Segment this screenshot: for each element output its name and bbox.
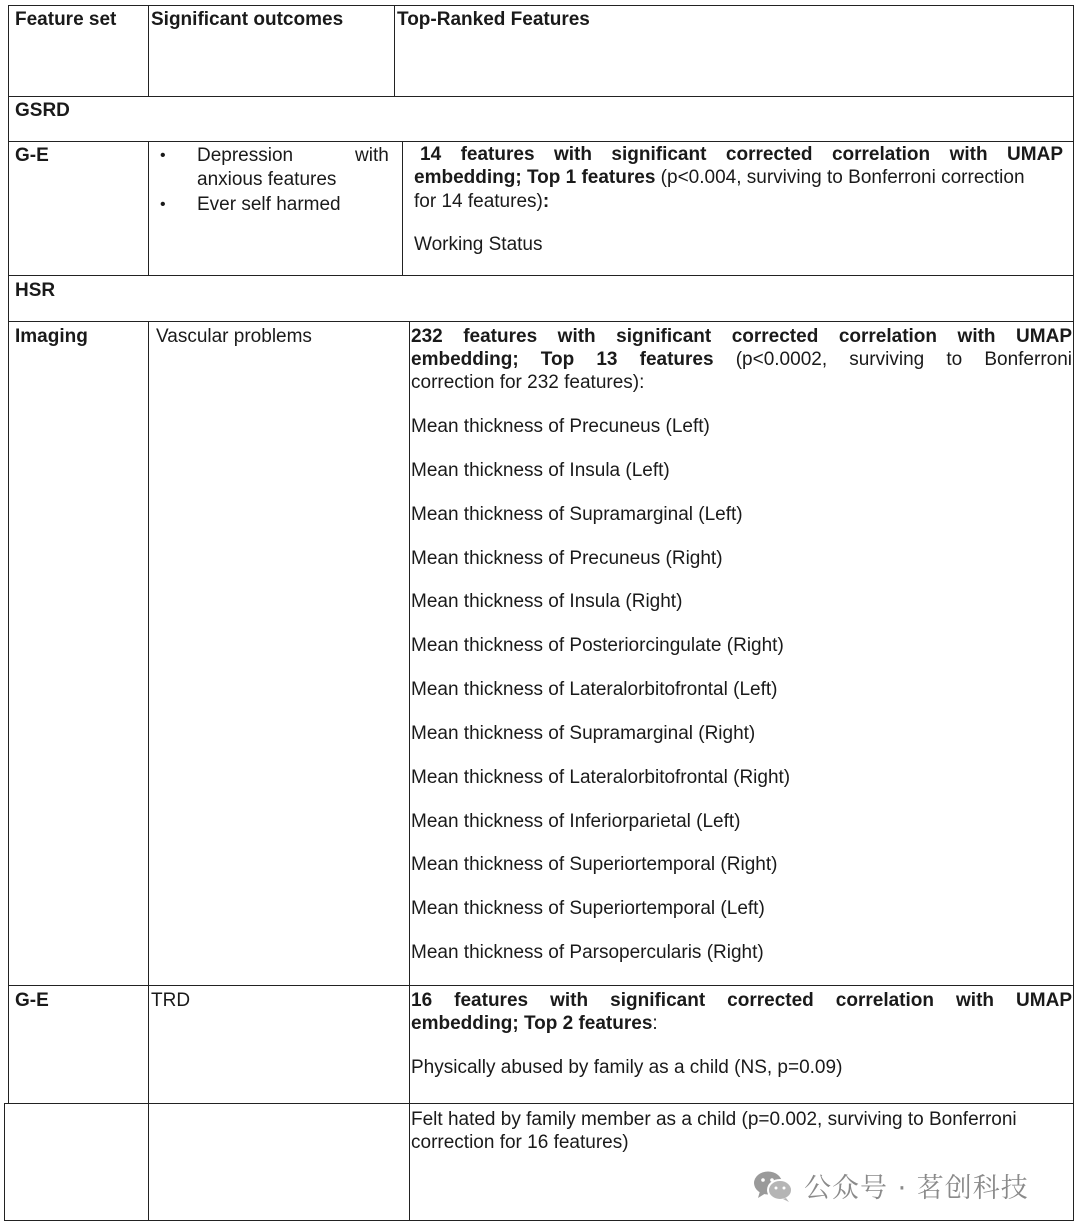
col3-divider-header bbox=[394, 5, 395, 96]
imaging-feature-item: Mean thickness of Posteriorcingulate (Right) bbox=[411, 635, 784, 656]
border-after-ge1 bbox=[8, 275, 1074, 276]
border-after-header bbox=[8, 96, 1074, 97]
ge1-heading-line2: embedding; Top 1 features (p<0.004, surviving to Bonferroni correction bbox=[414, 167, 1025, 188]
border-left bbox=[8, 5, 9, 1103]
imaging-feature-item: Mean thickness of Parsopercularis (Right) bbox=[411, 942, 764, 963]
col3-divider-lower bbox=[409, 321, 410, 1220]
border-after-hsr bbox=[8, 321, 1074, 322]
imaging-feature-set: Imaging bbox=[15, 326, 88, 347]
section-hsr: HSR bbox=[15, 280, 56, 301]
bullet-icon: • bbox=[160, 196, 166, 213]
ge2-outcome: TRD bbox=[151, 990, 191, 1011]
header-top-ranked-features: Top-Ranked Features bbox=[397, 9, 590, 30]
bullet-icon: • bbox=[160, 147, 166, 164]
ge1-outcome-anxious: anxious features bbox=[197, 169, 337, 190]
imaging-feature-item: Mean thickness of Supramarginal (Right) bbox=[411, 723, 756, 744]
ge1-feature-set: G-E bbox=[15, 145, 49, 166]
border-after-imaging bbox=[8, 985, 1074, 986]
imaging-feature-item: Mean thickness of Lateralorbitofrontal (Left) bbox=[411, 679, 778, 700]
border-left-2 bbox=[4, 1103, 5, 1220]
ge1-heading-line1: 14 features with significant corrected correlation with UMAP bbox=[420, 144, 1063, 165]
imaging-feature-item: Mean thickness of Precuneus (Left) bbox=[411, 416, 710, 437]
border-top bbox=[8, 5, 1074, 6]
wechat-icon bbox=[752, 1169, 794, 1203]
imaging-feature-item: Mean thickness of Insula (Right) bbox=[411, 591, 683, 612]
ge1-heading-line3: for 14 features): bbox=[414, 191, 550, 212]
border-page-break bbox=[4, 1103, 1074, 1104]
col2-divider-ge1 bbox=[148, 141, 149, 275]
ge2-feature-felt-hated-line1: Felt hated by family member as a child (p=0.002, surviving to Bonferroni bbox=[411, 1109, 1017, 1130]
imaging-feature-item: Mean thickness of Inferiorparietal (Left) bbox=[411, 811, 741, 832]
imaging-feature-item: Mean thickness of Supramarginal (Left) bbox=[411, 504, 743, 525]
col2-divider-lower bbox=[148, 321, 149, 1220]
ge2-feature-physically-abused: Physically abused by family as a child (NS, p=0.09) bbox=[411, 1057, 843, 1078]
imaging-heading-line3: correction for 232 features): bbox=[411, 372, 645, 393]
header-significant-outcomes: Significant outcomes bbox=[151, 9, 344, 30]
imaging-feature-item: Mean thickness of Lateralorbitofrontal (Right) bbox=[411, 767, 791, 788]
watermark bbox=[752, 1166, 1029, 1205]
imaging-heading-line1: 232 features with significant corrected correlation with UMAP bbox=[411, 326, 1072, 347]
imaging-feature-item: Mean thickness of Superiortemporal (Left) bbox=[411, 898, 765, 919]
imaging-feature-item: Mean thickness of Insula (Left) bbox=[411, 460, 670, 481]
col2-divider-header bbox=[148, 5, 149, 96]
ge1-outcome-self-harm: Ever self harmed bbox=[197, 194, 341, 215]
border-after-gsrd bbox=[8, 141, 1074, 142]
ge1-outcome-with: with bbox=[355, 145, 389, 166]
watermark-text: 公众号 · 茗创科技 bbox=[804, 1173, 1029, 1204]
imaging-feature-item: Mean thickness of Superiortemporal (Right) bbox=[411, 854, 778, 875]
section-gsrd: GSRD bbox=[15, 100, 70, 121]
ge2-feature-set: G-E bbox=[15, 990, 49, 1011]
imaging-outcome: Vascular problems bbox=[156, 326, 312, 347]
col3-divider-ge1 bbox=[402, 141, 403, 275]
ge1-feature-working-status: Working Status bbox=[414, 234, 543, 255]
ge1-outcome-depression: Depression bbox=[197, 145, 294, 166]
ge2-heading-line2: embedding; Top 2 features: bbox=[411, 1013, 658, 1034]
imaging-heading-line2: embedding; Top 13 features (p<0.0002, surviving to Bonferroni bbox=[411, 349, 1073, 370]
ge2-feature-felt-hated-line2: correction for 16 features) bbox=[411, 1132, 629, 1153]
header-feature-set: Feature set bbox=[15, 9, 117, 30]
ge2-heading-line1: 16 features with significant corrected correlation with UMAP bbox=[411, 990, 1072, 1011]
imaging-feature-item: Mean thickness of Precuneus (Right) bbox=[411, 548, 723, 569]
border-right bbox=[1073, 5, 1074, 1221]
border-bottom bbox=[4, 1220, 1074, 1221]
